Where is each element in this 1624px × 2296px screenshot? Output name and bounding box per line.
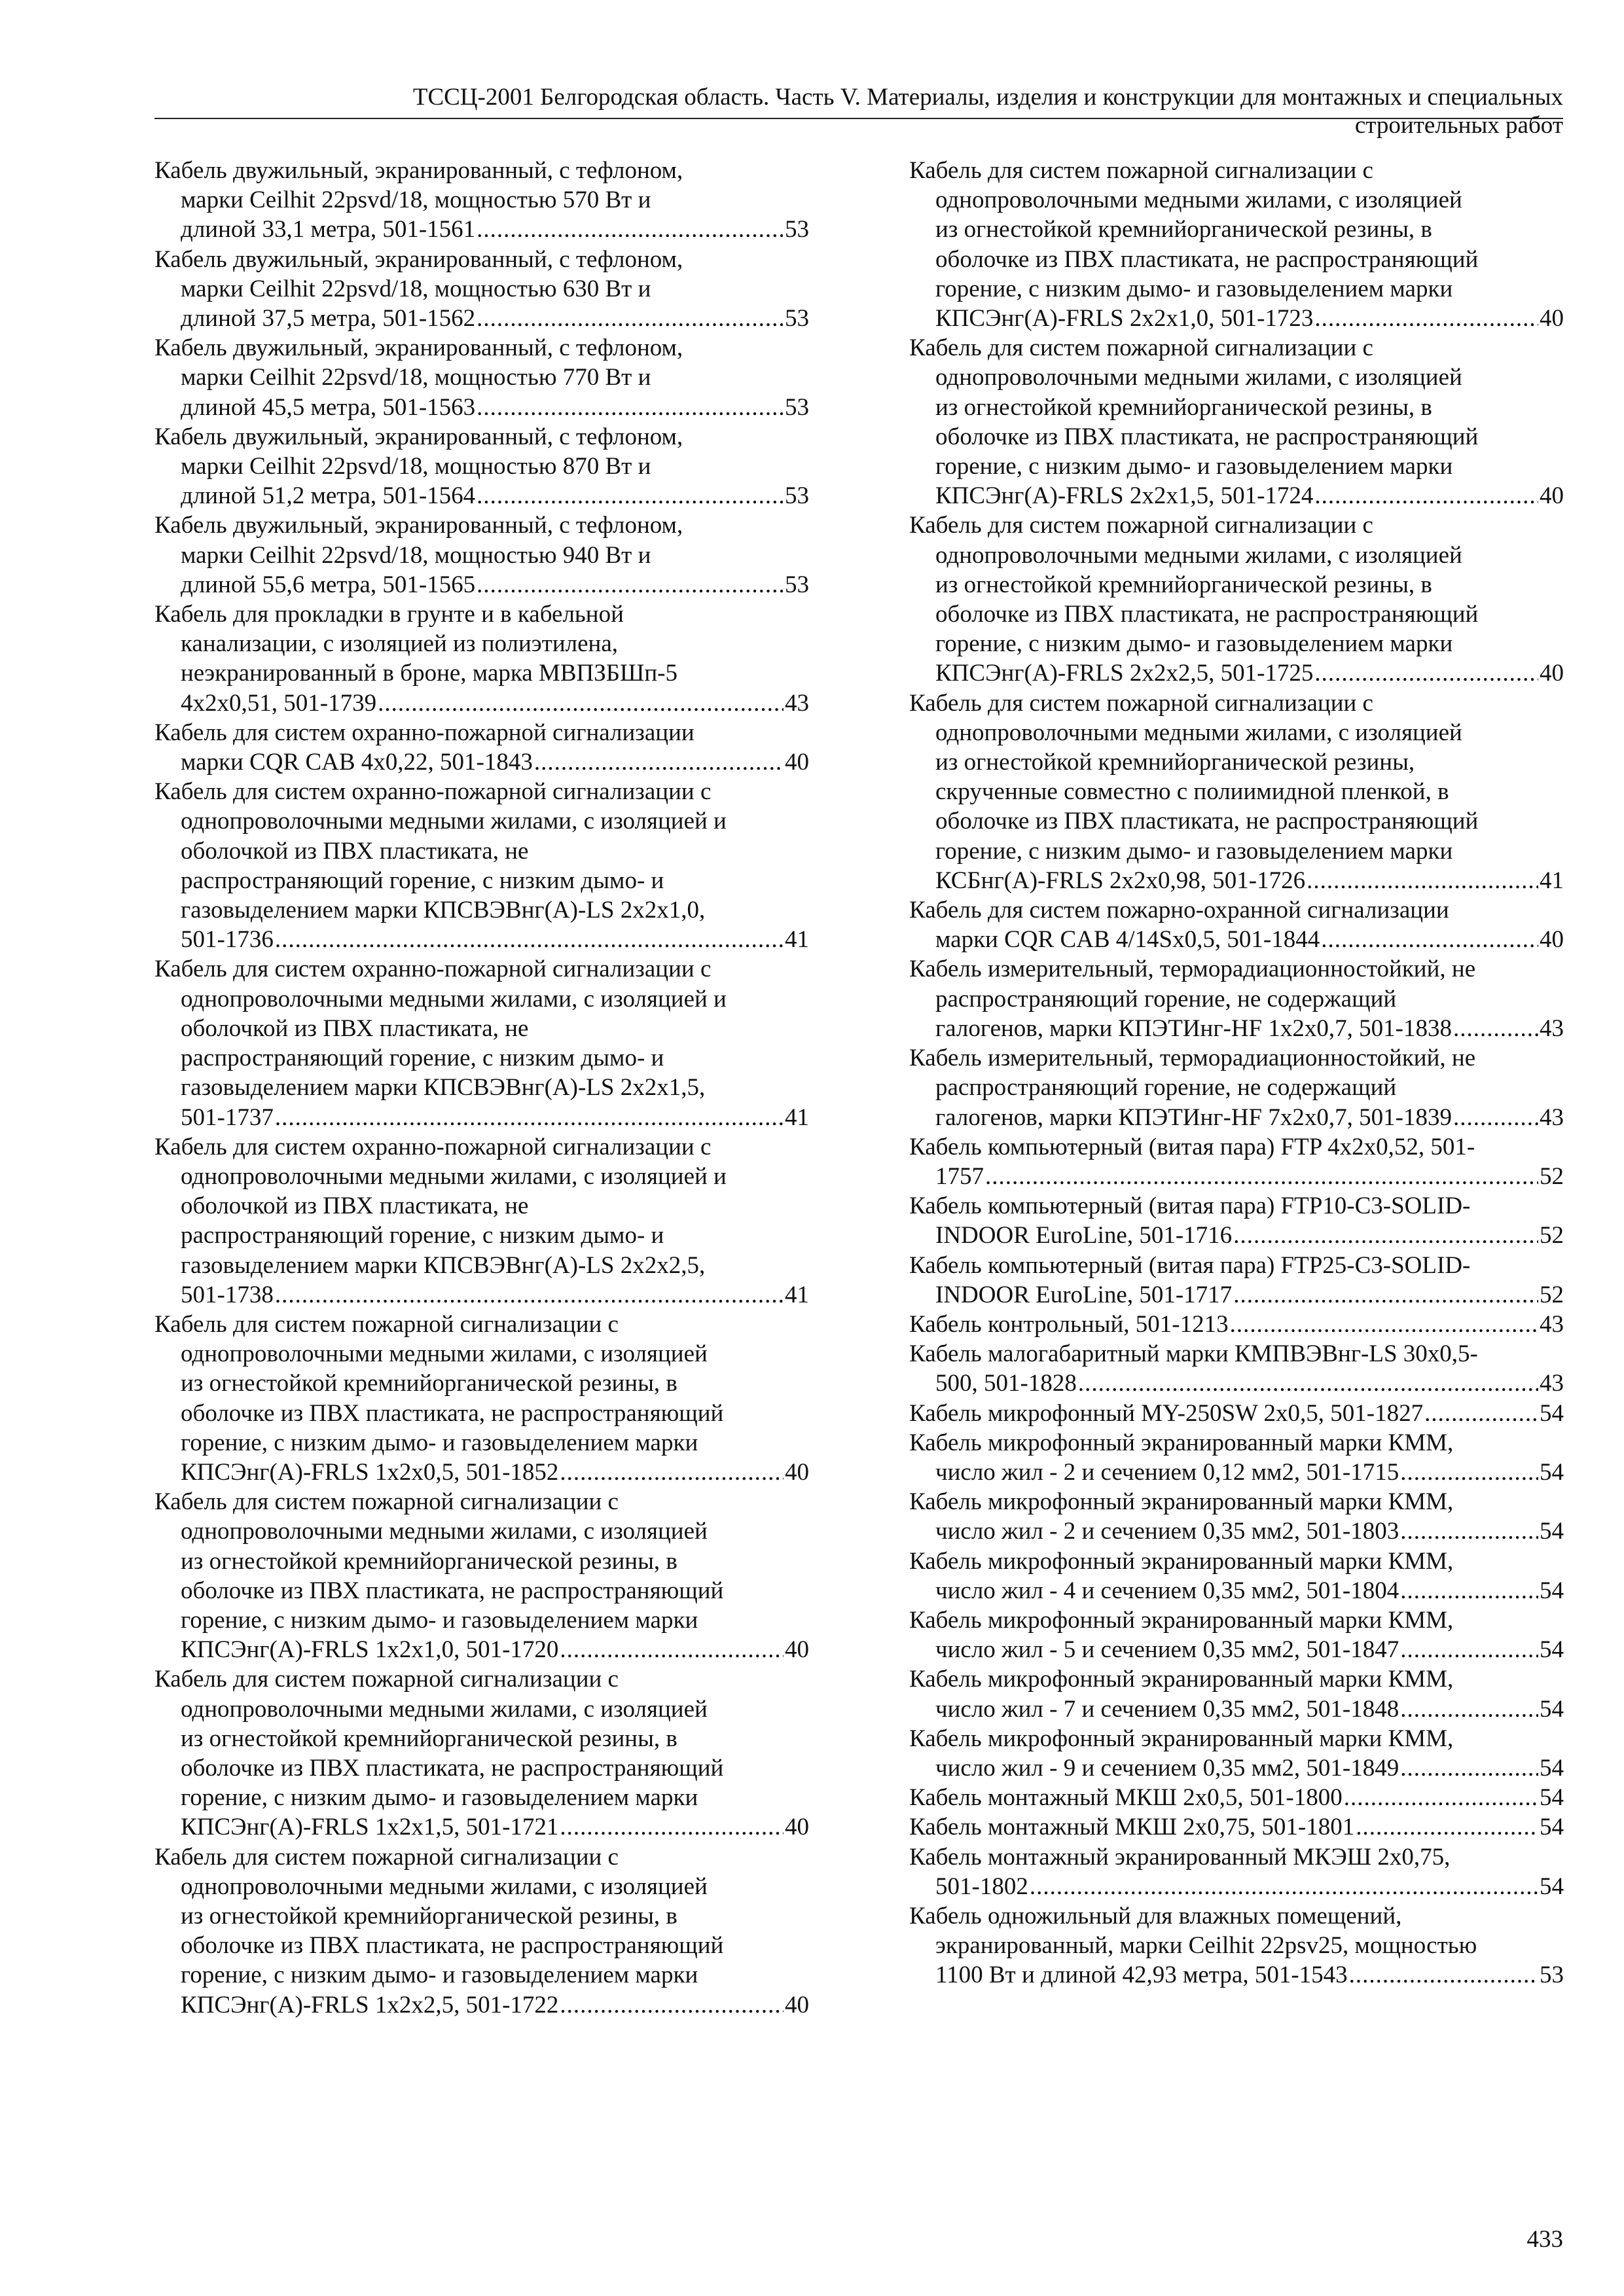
entry-text-line: распространяющий горение, не содержащий <box>935 985 1397 1013</box>
entry-text-line: однопроволочными медными жилами, с изоляцией <box>935 541 1462 569</box>
entry-last-line <box>935 1014 1564 1043</box>
entry-last-line <box>909 1399 1564 1428</box>
entry-last-line <box>935 1695 1564 1724</box>
index-entry <box>909 1812 1564 1842</box>
entry-text-line: распространяющий горение, с низким дымо- и <box>181 1045 664 1072</box>
entry-text-line: горение, с низким дымо- и газовыделением марки <box>935 275 1453 302</box>
dot-leader <box>1344 1783 1538 1812</box>
entry-text-line: из огнестойкой кремнийорганической резины, в <box>935 393 1432 421</box>
dot-leader <box>1314 658 1538 688</box>
entry-text-line: оболочке из ПВХ пластиката, не распространяющий <box>181 1577 724 1604</box>
entry-text-line: Кабель для систем охранно-пожарной сигнализации <box>154 719 695 746</box>
entry-code-text: КПСЭнг(А)-FRLS 1х2х1,0, 501-1720 <box>181 1636 559 1664</box>
entry-code-text: длиной 45,5 метра, 501-1563 <box>181 393 476 421</box>
entry-code-text: марки CQR CAB 4x0,22, 501-1843 <box>181 749 533 776</box>
entry-text-line: оболочке из ПВХ пластиката, не распространяющий <box>181 1399 724 1427</box>
dot-leader <box>1349 1960 1538 1990</box>
entry-page-ref: 40 <box>1540 926 1564 954</box>
dot-leader <box>477 304 784 333</box>
entry-code-text: КПСЭнг(А)-FRLS 2х2х1,5, 501-1724 <box>935 482 1314 510</box>
entry-page-ref: 43 <box>1540 1370 1564 1397</box>
dot-leader <box>1400 1516 1538 1546</box>
entry-last-line <box>181 393 809 422</box>
entry-code-text: КПСЭнг(А)-FRLS 1х2х0,5, 501-1852 <box>181 1458 559 1486</box>
entry-last-line <box>935 1458 1564 1487</box>
entry-text-line: однопроволочными медными жилами, с изоляцией <box>935 364 1462 391</box>
index-entry <box>909 1132 1564 1191</box>
index-entry <box>909 1251 1564 1310</box>
entry-text-line: Кабель микрофонный экранированный марки КММ, <box>909 1547 1454 1575</box>
index-entry <box>909 1399 1564 1428</box>
entry-text-line: горение, с низким дымо- и газовыделением марки <box>935 453 1453 480</box>
entry-text-line: однопроволочными медными жилами, с изоляцией <box>181 1518 708 1545</box>
entry-text-line: марки Ceilhit 22psvd/18, мощностью 570 Вт и <box>181 187 651 214</box>
entry-page-ref: 54 <box>1540 1518 1564 1545</box>
dot-leader <box>275 1103 784 1132</box>
entry-page-ref: 41 <box>785 1281 809 1308</box>
entry-page-ref: 53 <box>785 393 809 421</box>
dot-leader <box>1307 866 1538 895</box>
entry-last-line <box>935 1753 1564 1783</box>
entry-text-line: неэкранированный в броне, марка МВПЗБШп-5 <box>181 660 677 687</box>
entry-code-text: длиной 51,2 метра, 501-1564 <box>181 482 476 510</box>
dot-leader <box>1233 1280 1538 1310</box>
index-entry <box>154 1664 809 1842</box>
entry-text-line: Кабель микрофонный экранированный марки КММ, <box>909 1666 1454 1693</box>
entry-last-line <box>935 1103 1564 1132</box>
index-column-left <box>154 156 809 2020</box>
index-entry <box>909 1842 1564 1901</box>
entry-text-line: газовыделением марки КПСВЭВнг(А)-LS 2х2х2,5, <box>181 1251 706 1279</box>
entry-text-line: однопроволочными медными жилами, с изоляцией <box>935 187 1462 214</box>
entry-last-line <box>181 570 809 600</box>
entry-page-ref: 40 <box>785 749 809 776</box>
dot-leader <box>1453 1103 1538 1132</box>
index-entry <box>154 777 809 954</box>
entry-text-line: из огнестойкой кремнийорганической резины, в <box>935 571 1432 598</box>
entry-text-line: однопроволочными медными жилами, с изоляцией и <box>181 1162 727 1190</box>
header-rule <box>154 118 1563 119</box>
entry-text-line: оболочке из ПВХ пластиката, не распространяющий <box>935 423 1479 450</box>
entry-code-text: Кабель монтажный МКШ 2х0,5, 501-1800 <box>909 1784 1343 1812</box>
entry-page-ref: 53 <box>785 305 809 332</box>
index-entry <box>909 1339 1564 1398</box>
entry-last-line <box>935 1221 1564 1250</box>
entry-text-line: Кабель двужильный, экранированный, с тефлоном, <box>154 334 683 362</box>
entry-text-line: из огнестойкой кремнийорганической резины, в <box>181 1902 677 1929</box>
entry-page-ref: 54 <box>1540 1695 1564 1723</box>
entry-text-line: оболочке из ПВХ пластиката, не распространяющий <box>935 245 1479 273</box>
index-entry <box>909 333 1564 511</box>
entry-page-ref: 40 <box>1540 305 1564 332</box>
entry-page-ref: 43 <box>1540 1103 1564 1131</box>
dot-leader <box>1400 1576 1538 1605</box>
dot-leader <box>1078 1369 1538 1398</box>
entry-last-line <box>935 1516 1564 1546</box>
entry-text-line: однопроволочными медными жилами, с изоляцией <box>181 1695 708 1723</box>
entry-last-line <box>181 1458 809 1487</box>
entry-page-ref: 54 <box>1540 1754 1564 1782</box>
index-entry <box>909 511 1564 688</box>
index-entry <box>909 1043 1564 1132</box>
entry-text-line: распространяющий горение, с низким дымо- и <box>181 1222 664 1249</box>
index-entry <box>154 156 809 245</box>
entry-last-line <box>935 658 1564 688</box>
entry-text-line: Кабель малогабаритный марки КМПВЭВнг-LS 30х0,5- <box>909 1340 1478 1368</box>
entry-text-line: Кабель двужильный, экранированный, с тефлоном, <box>154 512 683 539</box>
entry-text-line: из огнестойкой кремнийорганической резины, в <box>935 216 1432 243</box>
entry-text-line: из огнестойкой кремнийорганической резины, в <box>181 1725 677 1752</box>
entry-text-line: однопроволочными медными жилами, с изоляцией <box>181 1873 708 1900</box>
entry-text-line: Кабель для прокладки в грунте и в кабельной <box>154 601 624 628</box>
entry-code-text: число жил - 5 и сечением 0,35 мм2, 501-1847 <box>935 1636 1399 1664</box>
index-entry <box>909 156 1564 333</box>
entry-code-text: галогенов, марки КПЭТИнг-HF 1х2х0,7, 501-1838 <box>935 1014 1452 1042</box>
entry-text-line: Кабель для систем охранно-пожарной сигнализации с <box>154 1133 712 1160</box>
entry-text-line: Кабель микрофонный экранированный марки КММ, <box>909 1429 1454 1456</box>
index-entry <box>909 689 1564 895</box>
entry-code-text: КПСЭнг(А)-FRLS 1х2х2,5, 501-1722 <box>181 1991 559 2018</box>
entry-text-line: оболочке из ПВХ пластиката, не распространяющий <box>935 601 1479 628</box>
entry-code-text: галогенов, марки КПЭТИнг-HF 7х2х0,7, 501-1839 <box>935 1103 1452 1131</box>
dot-leader <box>560 1812 784 1842</box>
header-title-line2: строительных работ <box>1354 112 1563 139</box>
dot-leader <box>477 570 784 600</box>
entry-code-text: КСБнг(А)-FRLS 2х2х0,98, 501-1726 <box>935 867 1306 894</box>
index-entry <box>154 954 809 1132</box>
entry-last-line <box>181 925 809 954</box>
entry-page-ref: 53 <box>785 216 809 243</box>
entry-page-ref: 53 <box>785 482 809 510</box>
entry-page-ref: 54 <box>1540 1873 1564 1900</box>
entry-text-line: Кабель двужильный, экранированный, с тефлоном, <box>154 423 683 450</box>
dot-leader <box>1314 481 1538 511</box>
index-entry <box>909 1487 1564 1546</box>
entry-text-line: оболочкой из ПВХ пластиката, не <box>181 837 529 865</box>
entry-code-text: КПСЭнг(А)-FRLS 2х2х1,0, 501-1723 <box>935 305 1314 332</box>
entry-text-line: Кабель монтажный экранированный МКЭШ 2х0,75, <box>909 1843 1451 1871</box>
entry-last-line <box>181 1990 809 2020</box>
entry-text-line: горение, с низким дымо- и газовыделением марки <box>935 837 1453 865</box>
dot-leader <box>1400 1753 1538 1783</box>
entry-text-line: Кабель для систем пожарно-охранной сигнализации <box>909 897 1449 924</box>
entry-last-line <box>181 215 809 244</box>
entry-page-ref: 54 <box>1540 1399 1564 1427</box>
entry-code-text: число жил - 7 и сечением 0,35 мм2, 501-1848 <box>935 1695 1399 1723</box>
index-entry <box>909 895 1564 954</box>
index-entry <box>154 1487 809 1664</box>
entry-text-line: оболочке из ПВХ пластиката, не распространяющий <box>181 1932 724 1960</box>
index-entry <box>154 1842 809 2020</box>
entry-text-line: горение, с низким дымо- и газовыделением марки <box>181 1606 698 1634</box>
dot-leader <box>1400 1635 1538 1664</box>
entry-page-ref: 52 <box>1540 1222 1564 1249</box>
dot-leader <box>477 481 784 511</box>
entry-page-ref: 41 <box>785 1103 809 1131</box>
entry-text-line: из огнестойкой кремнийорганической резины, в <box>181 1370 677 1397</box>
index-entry <box>154 1310 809 1487</box>
entry-text-line: однопроволочными медными жилами, с изоляцией и <box>181 808 727 835</box>
entry-code-text: 501-1802 <box>935 1873 1028 1900</box>
entry-code-text: Кабель микрофонный MY-250SW 2x0,5, 501-1827 <box>909 1399 1424 1427</box>
index-entry <box>909 1605 1564 1664</box>
entry-code-text: длиной 55,6 метра, 501-1565 <box>181 571 476 598</box>
entry-text-line: экранированный, марки Ceilhit 22psv25, мощностью <box>935 1932 1477 1960</box>
entry-code-text: число жил - 2 и сечением 0,12 мм2, 501-1715 <box>935 1458 1399 1486</box>
dot-leader <box>1453 1014 1538 1043</box>
index-entry <box>909 1901 1564 1990</box>
entry-text-line: Кабель для систем пожарной сигнализации с <box>909 512 1373 539</box>
page-number: 433 <box>1526 2226 1563 2253</box>
entry-page-ref: 41 <box>1540 867 1564 894</box>
entry-text-line: оболочкой из ПВХ пластиката, не <box>181 1014 529 1042</box>
entry-text-line: Кабель двужильный, экранированный, с тефлоном, <box>154 157 683 184</box>
entry-code-text: INDOOR EuroLine, 501-1716 <box>935 1222 1233 1249</box>
entry-text-line: Кабель для систем пожарной сигнализации с <box>909 689 1373 717</box>
entry-page-ref: 54 <box>1540 1636 1564 1664</box>
entry-code-text: 500, 501-1828 <box>935 1370 1077 1397</box>
entry-text-line: горение, с низким дымо- и газовыделением марки <box>181 1784 698 1812</box>
dot-leader <box>477 215 784 244</box>
entry-last-line <box>935 304 1564 333</box>
entry-code-text: число жил - 2 и сечением 0,35 мм2, 501-1803 <box>935 1518 1399 1545</box>
entry-page-ref: 40 <box>785 1814 809 1841</box>
entry-text-line: Кабель для систем пожарной сигнализации с <box>154 1488 619 1516</box>
entry-text-line: Кабель компьютерный (витая пара) FTP 4x2x0,52, 501- <box>909 1133 1475 1160</box>
entry-text-line: оболочке из ПВХ пластиката, не распространяющий <box>181 1754 724 1782</box>
entry-text-line: распространяющий горение, не содержащий <box>935 1074 1397 1102</box>
entry-code-text: 501-1737 <box>181 1103 274 1131</box>
entry-last-line <box>181 1280 809 1310</box>
dot-leader <box>1233 1221 1538 1250</box>
entry-text-line: Кабель для систем пожарной сигнализации с <box>154 1843 619 1871</box>
entry-last-line <box>935 1576 1564 1605</box>
entry-code-text: марки CQR CAB 4/14Sx0,5, 501-1844 <box>935 926 1320 954</box>
entry-text-line: распространяющий горение, с низким дымо- и <box>181 867 664 894</box>
entry-page-ref: 52 <box>1540 1281 1564 1308</box>
entry-page-ref: 52 <box>1540 1162 1564 1190</box>
entry-code-text: INDOOR EuroLine, 501-1717 <box>935 1281 1233 1308</box>
entry-code-text: число жил - 9 и сечением 0,35 мм2, 501-1849 <box>935 1754 1399 1782</box>
entry-text-line: Кабель микрофонный экранированный марки КММ, <box>909 1606 1454 1634</box>
entry-page-ref: 40 <box>785 1991 809 2018</box>
index-column-right <box>909 156 1564 1990</box>
entry-text-line: Кабель компьютерный (витая пара) FTP10-C3-SOLID- <box>909 1193 1471 1220</box>
entry-text-line: марки Ceilhit 22psvd/18, мощностью 770 Вт и <box>181 364 651 391</box>
entry-code-text: 4х2х0,51, 501-1739 <box>181 689 377 717</box>
entry-page-ref: 40 <box>1540 660 1564 687</box>
entry-text-line: горение, с низким дымо- и газовыделением марки <box>935 630 1453 658</box>
dot-leader <box>275 1280 784 1310</box>
entry-code-text: число жил - 4 и сечением 0,35 мм2, 501-1804 <box>935 1577 1399 1604</box>
dot-leader <box>560 1635 784 1664</box>
index-entry <box>909 1310 1564 1339</box>
entry-page-ref: 54 <box>1540 1458 1564 1486</box>
entry-text-line: Кабель для систем пожарной сигнализации с <box>154 1666 619 1693</box>
entry-code-text: Кабель контрольный, 501-1213 <box>909 1310 1229 1338</box>
entry-page-ref: 40 <box>785 1636 809 1664</box>
dot-leader <box>560 1990 784 2020</box>
entry-text-line: из огнестойкой кремнийорганической резины, <box>935 749 1415 776</box>
entry-text-line: оболочкой из ПВХ пластиката, не <box>181 1193 529 1220</box>
index-entry <box>154 245 809 334</box>
entry-text-line: Кабель компьютерный (витая пара) FTP25-C3-SOLID- <box>909 1251 1471 1279</box>
entry-last-line <box>935 1369 1564 1398</box>
dot-leader <box>534 747 784 777</box>
dot-leader <box>275 925 784 954</box>
entry-last-line <box>181 689 809 718</box>
entry-page-ref: 43 <box>1540 1014 1564 1042</box>
entry-last-line <box>181 747 809 777</box>
entry-code-text: 1757 <box>935 1162 984 1190</box>
index-entry <box>909 1783 1564 1812</box>
entry-code-text: 1100 Вт и длиной 42,93 метра, 501-1543 <box>935 1962 1348 1989</box>
entry-text-line: марки Ceilhit 22psvd/18, мощностью 940 Вт и <box>181 541 651 569</box>
entry-text-line: марки Ceilhit 22psvd/18, мощностью 630 Вт и <box>181 275 651 302</box>
entry-last-line <box>935 1960 1564 1990</box>
entry-text-line: канализации, с изоляцией из полиэтилена, <box>181 630 618 658</box>
entry-page-ref: 40 <box>1540 482 1564 510</box>
dot-leader <box>560 1458 784 1487</box>
entry-page-ref: 54 <box>1540 1577 1564 1604</box>
entry-text-line: Кабель измерительный, терморадиационностойкий, не <box>909 1045 1476 1072</box>
entry-text-line: горение, с низким дымо- и газовыделением марки <box>181 1962 698 1989</box>
entry-last-line <box>935 925 1564 954</box>
entry-page-ref: 40 <box>785 1458 809 1486</box>
entry-text-line: однопроволочными медными жилами, с изоляцией и <box>181 985 727 1013</box>
entry-page-ref: 54 <box>1540 1814 1564 1841</box>
entry-text-line: горение, с низким дымо- и газовыделением марки <box>181 1429 698 1456</box>
entry-last-line <box>935 1280 1564 1310</box>
entry-page-ref: 43 <box>785 689 809 717</box>
index-entry <box>154 1132 809 1310</box>
index-entry <box>909 1724 1564 1783</box>
entry-page-ref: 53 <box>1540 1962 1564 1989</box>
entry-text-line: скрученные совместно с полиимидной пленкой, в <box>935 778 1449 806</box>
entry-code-text: длиной 33,1 метра, 501-1561 <box>181 216 476 243</box>
dot-leader <box>1400 1458 1538 1487</box>
dot-leader <box>985 1162 1538 1191</box>
index-entry <box>909 1547 1564 1605</box>
dot-leader <box>1230 1310 1538 1339</box>
dot-leader <box>1356 1812 1538 1842</box>
entry-text-line: Кабель двужильный, экранированный, с тефлоном, <box>154 245 683 273</box>
header-title-line1: ТССЦ-2001 Белгородская область. Часть V. Материалы, изделия и конструкции для монтажных и специальных <box>412 84 1563 111</box>
dot-leader <box>1424 1399 1538 1428</box>
running-header <box>154 83 1563 139</box>
entry-last-line <box>181 304 809 333</box>
entry-last-line <box>181 1635 809 1664</box>
index-entry <box>154 600 809 718</box>
entry-page-ref: 43 <box>1540 1310 1564 1338</box>
entry-text-line: Кабель для систем пожарной сигнализации с <box>909 334 1373 362</box>
entry-text-line: Кабель микрофонный экранированный марки КММ, <box>909 1725 1454 1752</box>
entry-code-text: КПСЭнг(А)-FRLS 2х2х2,5, 501-1725 <box>935 660 1314 687</box>
entry-code-text: Кабель монтажный МКШ 2х0,75, 501-1801 <box>909 1814 1355 1841</box>
entry-text-line: Кабель измерительный, терморадиационностойкий, не <box>909 956 1476 983</box>
entry-last-line <box>181 1103 809 1132</box>
index-entry <box>909 1191 1564 1250</box>
index-entry <box>154 511 809 600</box>
dot-leader <box>1314 304 1538 333</box>
entry-text-line: Кабель для систем пожарной сигнализации с <box>909 157 1373 184</box>
entry-code-text: длиной 37,5 метра, 501-1562 <box>181 305 476 332</box>
entry-page-ref: 54 <box>1540 1784 1564 1812</box>
entry-page-ref: 53 <box>785 571 809 598</box>
entry-text-line: оболочке из ПВХ пластиката, не распространяющий <box>935 808 1479 835</box>
entry-text-line: Кабель для систем охранно-пожарной сигнализации с <box>154 956 712 983</box>
index-entry <box>909 1428 1564 1487</box>
entry-text-line: из огнестойкой кремнийорганической резины, в <box>181 1547 677 1575</box>
dot-leader <box>1030 1872 1538 1901</box>
entry-text-line: Кабель одножильный для влажных помещений, <box>909 1902 1402 1929</box>
entry-text-line: марки Ceilhit 22psvd/18, мощностью 870 Вт и <box>181 453 651 480</box>
entry-text-line: Кабель для систем пожарной сигнализации с <box>154 1310 619 1338</box>
entry-page-ref: 41 <box>785 926 809 954</box>
entry-last-line <box>935 1162 1564 1191</box>
dot-leader <box>1321 925 1538 954</box>
entry-text-line: однопроволочными медными жилами, с изоляцией <box>935 719 1462 746</box>
index-entry <box>154 718 809 777</box>
entry-last-line <box>909 1783 1564 1812</box>
index-entry <box>154 333 809 422</box>
dot-leader <box>477 393 784 422</box>
entry-code-text: 501-1738 <box>181 1281 274 1308</box>
index-entry <box>909 1664 1564 1723</box>
index-entry <box>154 422 809 511</box>
entry-last-line <box>181 1812 809 1842</box>
entry-text-line: Кабель микрофонный экранированный марки КММ, <box>909 1488 1454 1516</box>
entry-last-line <box>909 1310 1564 1339</box>
index-entry <box>909 954 1564 1043</box>
entry-text-line: газовыделением марки КПСВЭВнг(А)-LS 2х2х1,5, <box>181 1074 706 1102</box>
dot-leader <box>378 689 784 718</box>
entry-last-line <box>909 1812 1564 1842</box>
entry-last-line <box>935 1635 1564 1664</box>
entry-text-line: однопроволочными медными жилами, с изоляцией <box>181 1340 708 1368</box>
entry-text-line: газовыделением марки КПСВЭВнг(А)-LS 2х2х1,0, <box>181 897 706 924</box>
dot-leader <box>1400 1695 1538 1724</box>
entry-text-line: Кабель для систем охранно-пожарной сигнализации с <box>154 778 712 806</box>
entry-last-line <box>935 481 1564 511</box>
entry-last-line <box>935 866 1564 895</box>
entry-code-text: КПСЭнг(А)-FRLS 1х2х1,5, 501-1721 <box>181 1814 559 1841</box>
entry-code-text: 501-1736 <box>181 926 274 954</box>
entry-last-line <box>935 1872 1564 1901</box>
entry-last-line <box>181 481 809 511</box>
